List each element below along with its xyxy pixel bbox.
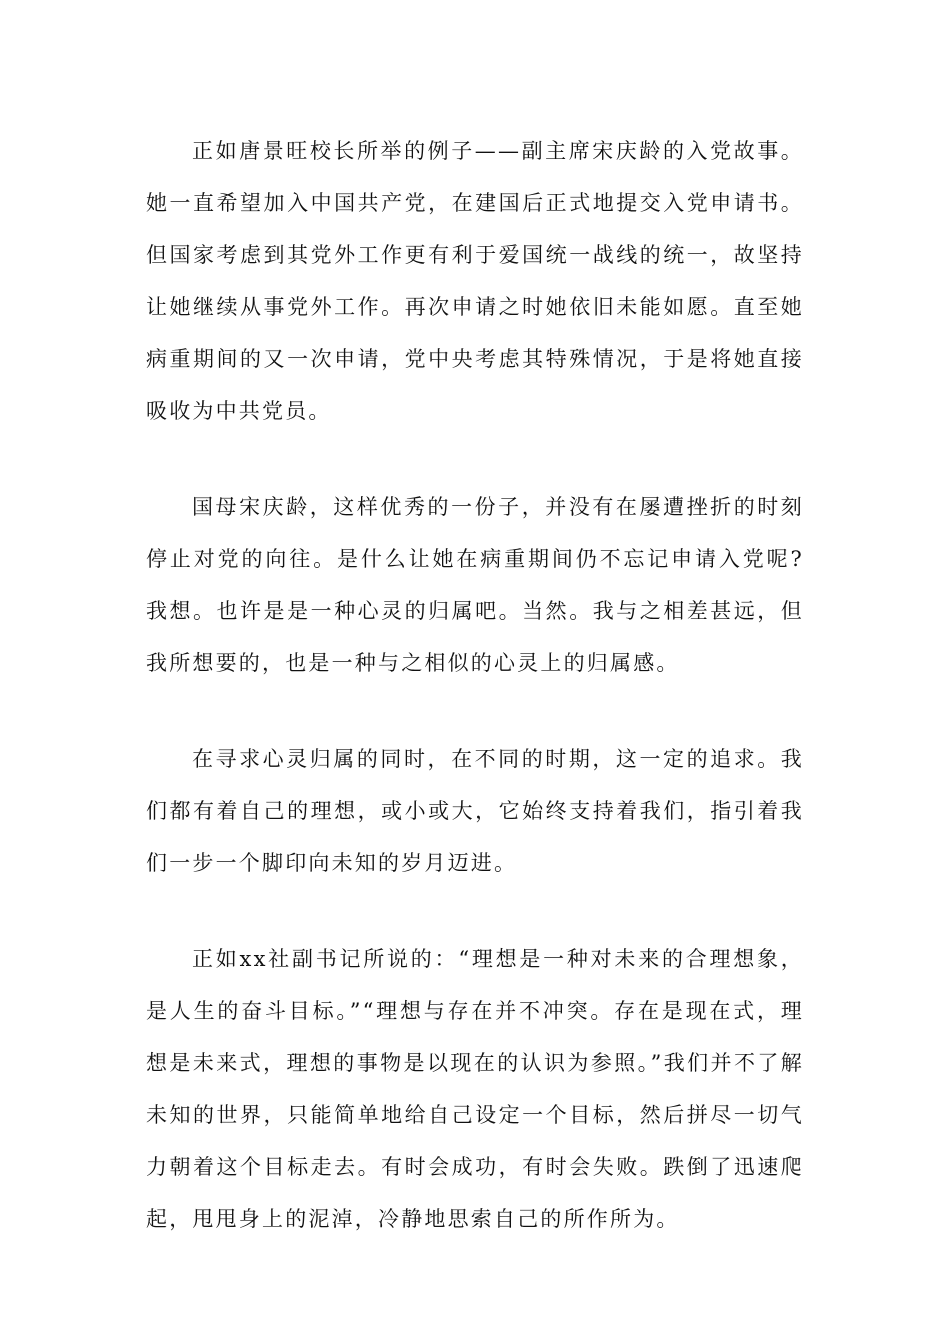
paragraph-1: 正如唐景旺校长所举的例子——副主席宋庆龄的入党故事。她一直希望加入中国共产党，在建国后正式地提交入党申请书。但国家考虑到其党外工作更有利于爱国统一战线的统一，故坚持让她继续从事党外工作。再次申请之时她依旧未能如愿。直至她病重期间的又一次申请，党中央考虑其特殊情况，于是将她直接吸收为中共党员。 [146,139,804,423]
paragraph-2: 国母宋庆龄，这样优秀的一份子，并没有在屡遭挫折的时刻停止对党的向往。是什么让她在病重期间仍不忘记申请入党呢?我想。也许是是一种心灵的归属吧。当然。我与之相差甚远，但我所想要的，也是一种与之相似的心灵上的归属感。 [146,495,804,675]
document-body [146,125,804,1289]
paragraph-3: 在寻求心灵归属的同时，在不同的时期，这一定的追求。我们都有着自己的理想，或小或大，它始终支持着我们，指引着我们一步一个脚印向未知的岁月迈进。 [146,747,804,875]
paragraph-4: 正如xx社副书记所说的：“理想是一种对未来的合理想象，是人生的奋斗目标。”“理想与存在并不冲突。存在是现在式，理想是未来式，理想的事物是以现在的认识为参照。”我们并不了解未知的世界，只能简单地给自己设定一个目标，然后拼尽一切气力朝着这个目标走去。有时会成功，有时会失败。跌倒了迅速爬起，甩甩身上的泥淖，冷静地思索自己的所作所为。 [146,947,804,1231]
